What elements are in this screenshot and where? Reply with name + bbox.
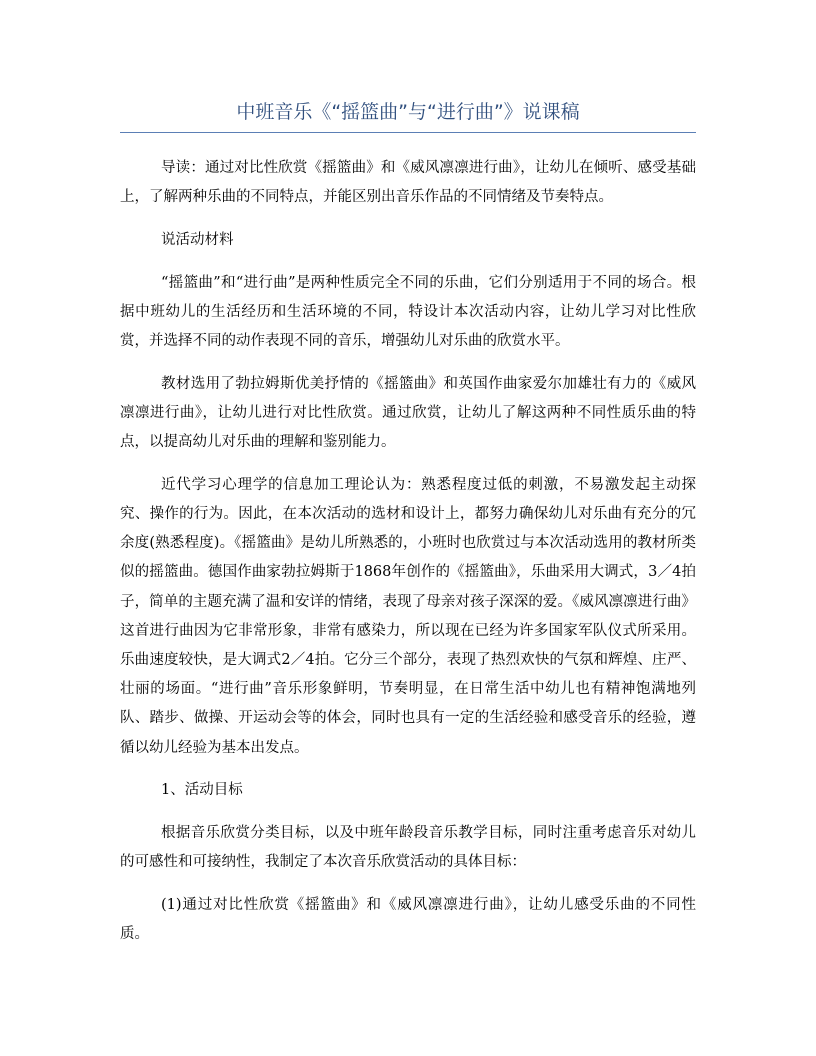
- document-body: [120, 154, 696, 963]
- section-heading-goals: 1、活动目标: [161, 782, 243, 799]
- paragraph-intro: 导读：通过对比性欣赏《摇篮曲》和《威风凛凛进行曲》，让幼儿在倾听、感受基础上，了解两种乐曲的不同特点，并能区别出音乐作品的不同情绪及节奏特点。: [120, 160, 696, 206]
- document-title: 中班音乐《“摇篮曲”与“进行曲”》说课稿: [236, 101, 580, 123]
- title-underline: [120, 132, 696, 133]
- paragraph-goals: 根据音乐欣赏分类目标，以及中班年龄段音乐教学目标，同时注重考虑音乐对幼儿的可感性和可接纳性，我制定了本次音乐欣赏活动的具体目标：: [120, 825, 696, 871]
- paragraph-teaching-material: 教材选用了勃拉姆斯优美抒情的《摇篮曲》和英国作曲家爱尔加雄壮有力的《威风凛凛进行曲》，让幼儿进行对比性欣赏。通过欣赏，让幼儿了解这两种不同性质乐曲的特点，以提高幼儿对乐曲的理解和鉴别能力。: [120, 375, 696, 451]
- paragraph-materials: “摇篮曲”和“进行曲”是两种性质完全不同的乐曲，它们分别适用于不同的场合。根据中班幼儿的生活经历和生活环境的不同，特设计本次活动内容，让幼儿学习对比性欣赏，并选择不同的动作表现不同的音乐，增强幼儿对乐曲的欣赏水平。: [120, 274, 696, 350]
- section-heading-materials: 说活动材料: [161, 231, 234, 248]
- paragraph-goal-1: (1)通过对比性欣赏《摇篮曲》和《威风凛凛进行曲》，让幼儿感受乐曲的不同性质。: [120, 896, 696, 943]
- paragraph-psychology: 近代学习心理学的信息加工理论认为：熟悉程度过低的刺激，不易激发起主动探究、操作的行为。因此，在本次活动的选材和设计上，都努力确保幼儿对乐曲有充分的冗余度(熟悉程度)。《摇篮曲》是幼儿所熟悉的，小班时也欣赏过与本次活动选用的教材所类似的摇篮曲。德国作曲家勃拉姆斯于1868年创作的《摇篮曲》，乐曲采用大调式，3／4拍子，简单的主题充满了温和安详的情绪，表现了母亲对孩子深深的爱。《威风凛凛进行曲》这首进行曲因为它非常形象，非常有感染力，所以现在已经为许多国家军队仪式所采用。乐曲速度较快，是大调式2／4拍。它分三个部分，表现了热烈欢快的气氛和辉煌、庄严、壮丽的场面。“进行曲”音乐形象鲜明，节奏明显，在日常生活中幼儿也有精神饱满地列队、踏步、做操、开运动会等的体会，同时也具有一定的生活经验和感受音乐的经验，遵循以幼儿经验为基本出发点。: [120, 476, 696, 756]
